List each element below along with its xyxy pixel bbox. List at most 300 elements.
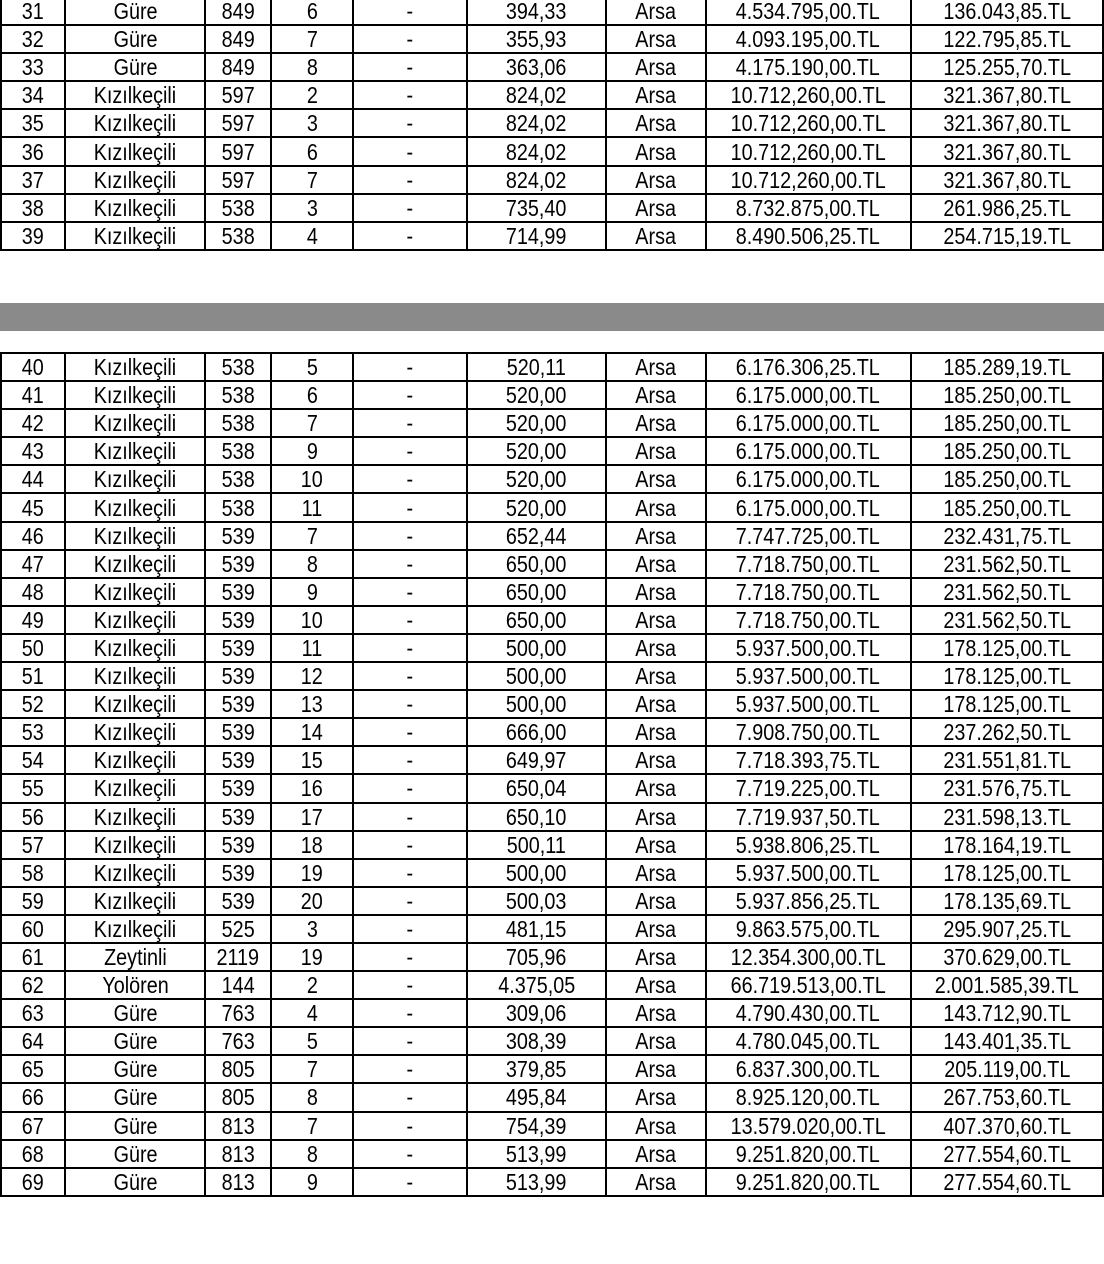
dash-mark: - xyxy=(407,719,414,746)
area-m2-cell xyxy=(467,437,605,465)
property-type-cell xyxy=(606,634,706,662)
property-type: Arsa xyxy=(635,550,676,577)
neighborhood: Kızılkeçili xyxy=(93,410,177,437)
row-number: 67 xyxy=(22,1112,45,1139)
block-number: 539 xyxy=(221,634,255,661)
estimated-value: 5.937.500,00.TL xyxy=(736,663,881,690)
property-type: Arsa xyxy=(635,138,676,165)
parcel-number-cell xyxy=(271,1168,353,1196)
block-number-cell xyxy=(205,774,271,802)
neighborhood: Güre xyxy=(113,1140,158,1167)
neighborhood-cell xyxy=(65,999,205,1027)
property-type-cell xyxy=(606,887,706,915)
area-m2-cell xyxy=(467,522,605,550)
area-m2: 754,39 xyxy=(506,1112,567,1139)
row-number: 60 xyxy=(22,915,45,942)
neighborhood-cell xyxy=(65,166,205,194)
table-row xyxy=(1,606,1103,634)
row-number-cell xyxy=(1,831,65,859)
property-type-cell xyxy=(606,137,706,165)
dash-mark-cell xyxy=(353,606,467,634)
deposit-amount-cell xyxy=(911,81,1103,109)
property-type-cell xyxy=(606,1140,706,1168)
deposit-amount-cell xyxy=(911,943,1103,971)
area-m2: 520,00 xyxy=(506,438,567,465)
table-row xyxy=(1,465,1103,493)
parcel-number: 16 xyxy=(301,775,324,802)
area-m2-cell xyxy=(467,971,605,999)
estimated-value: 12.354.300,00.TL xyxy=(730,944,886,971)
block-number-cell xyxy=(205,1083,271,1111)
property-type-cell xyxy=(606,746,706,774)
deposit-amount: 267.753,60.TL xyxy=(943,1084,1071,1111)
dash-mark-cell xyxy=(353,493,467,521)
parcel-number: 8 xyxy=(306,54,318,81)
table-row xyxy=(1,381,1103,409)
property-type-cell xyxy=(606,606,706,634)
property-type: Arsa xyxy=(635,354,676,381)
dash-mark-cell xyxy=(353,522,467,550)
property-type-cell xyxy=(606,353,706,381)
deposit-amount: 143.401,35.TL xyxy=(943,1028,1071,1055)
property-type-cell xyxy=(606,109,706,137)
estimated-value-cell xyxy=(706,746,911,774)
parcel-number-cell xyxy=(271,1027,353,1055)
dash-mark-cell xyxy=(353,0,467,25)
estimated-value-cell xyxy=(706,859,911,887)
dash-mark-cell xyxy=(353,465,467,493)
parcel-number: 18 xyxy=(301,831,324,858)
parcel-number: 13 xyxy=(301,691,324,718)
block-number-cell xyxy=(205,53,271,81)
property-type: Arsa xyxy=(635,775,676,802)
parcel-number-cell xyxy=(271,137,353,165)
dash-mark-cell xyxy=(353,1083,467,1111)
parcel-number-cell xyxy=(271,1055,353,1083)
property-type: Arsa xyxy=(635,522,676,549)
area-m2-cell xyxy=(467,381,605,409)
estimated-value: 6.175.000,00.TL xyxy=(736,494,881,521)
block-number-cell xyxy=(205,971,271,999)
row-number-cell xyxy=(1,409,65,437)
property-type-cell xyxy=(606,662,706,690)
deposit-amount: 178.125,00.TL xyxy=(943,663,1071,690)
dash-mark: - xyxy=(407,0,414,25)
dash-mark: - xyxy=(407,382,414,409)
block-number: 763 xyxy=(221,1028,255,1055)
deposit-amount: 178.164,19.TL xyxy=(943,831,1071,858)
parcel-number: 6 xyxy=(306,382,318,409)
block-number: 525 xyxy=(221,915,255,942)
parcel-number: 5 xyxy=(306,354,318,381)
estimated-value-cell xyxy=(706,109,911,137)
area-m2: 650,10 xyxy=(506,803,567,830)
deposit-amount-cell xyxy=(911,746,1103,774)
block-number: 805 xyxy=(221,1056,255,1083)
dash-mark-cell xyxy=(353,1112,467,1140)
neighborhood: Güre xyxy=(113,1028,158,1055)
block-number-cell xyxy=(205,437,271,465)
block-number-cell xyxy=(205,1140,271,1168)
block-number-cell xyxy=(205,859,271,887)
neighborhood: Kızılkeçili xyxy=(93,691,177,718)
dash-mark-cell xyxy=(353,25,467,53)
estimated-value-cell xyxy=(706,1083,911,1111)
deposit-amount-cell xyxy=(911,915,1103,943)
row-number: 40 xyxy=(22,354,45,381)
deposit-amount: 232.431,75.TL xyxy=(943,522,1071,549)
deposit-amount: 321.367,80.TL xyxy=(943,110,1071,137)
row-number-cell xyxy=(1,803,65,831)
dash-mark: - xyxy=(407,494,414,521)
dash-mark: - xyxy=(407,82,414,109)
parcel-number-cell xyxy=(271,550,353,578)
block-number: 849 xyxy=(221,0,255,25)
deposit-amount: 185.250,00.TL xyxy=(943,494,1071,521)
area-m2: 650,00 xyxy=(506,550,567,577)
block-number: 538 xyxy=(221,382,255,409)
property-type-cell xyxy=(606,1083,706,1111)
block-number-cell xyxy=(205,887,271,915)
property-type: Arsa xyxy=(635,944,676,971)
property-type: Arsa xyxy=(635,1112,676,1139)
area-m2: 513,99 xyxy=(506,1140,567,1167)
neighborhood: Kızılkeçili xyxy=(93,438,177,465)
estimated-value: 4.790.430,00.TL xyxy=(736,1000,881,1027)
neighborhood-cell xyxy=(65,690,205,718)
row-number: 68 xyxy=(22,1140,45,1167)
dash-mark-cell xyxy=(353,803,467,831)
dash-mark-cell xyxy=(353,166,467,194)
deposit-amount: 237.262,50.TL xyxy=(943,719,1071,746)
row-number-cell xyxy=(1,222,65,250)
dash-mark-cell xyxy=(353,1168,467,1196)
deposit-amount-cell xyxy=(911,493,1103,521)
property-type: Arsa xyxy=(635,1028,676,1055)
row-number: 42 xyxy=(22,410,45,437)
area-m2-cell xyxy=(467,465,605,493)
estimated-value: 7.718.750,00.TL xyxy=(736,578,881,605)
block-number: 538 xyxy=(221,438,255,465)
block-number: 538 xyxy=(221,466,255,493)
deposit-amount: 178.125,00.TL xyxy=(943,859,1071,886)
block-number-cell xyxy=(205,578,271,606)
row-number: 33 xyxy=(22,54,45,81)
dash-mark: - xyxy=(407,1056,414,1083)
area-m2-cell xyxy=(467,493,605,521)
row-number: 31 xyxy=(22,0,45,25)
neighborhood: Kızılkeçili xyxy=(93,747,177,774)
parcel-number: 11 xyxy=(301,494,323,521)
deposit-amount-cell xyxy=(911,831,1103,859)
block-number-cell xyxy=(205,166,271,194)
property-type-cell xyxy=(606,0,706,25)
estimated-value-cell xyxy=(706,194,911,222)
estimated-value-cell xyxy=(706,662,911,690)
block-number-cell xyxy=(205,381,271,409)
neighborhood: Kızılkeçili xyxy=(93,550,177,577)
block-number: 539 xyxy=(221,606,255,633)
neighborhood-cell xyxy=(65,718,205,746)
block-number-cell xyxy=(205,803,271,831)
dash-mark: - xyxy=(407,222,414,249)
dash-mark-cell xyxy=(353,109,467,137)
estimated-value-cell xyxy=(706,1027,911,1055)
estimated-value-cell xyxy=(706,1168,911,1196)
neighborhood-cell xyxy=(65,1168,205,1196)
neighborhood-cell xyxy=(65,634,205,662)
parcel-number-cell xyxy=(271,887,353,915)
parcel-number-cell xyxy=(271,578,353,606)
area-m2: 379,85 xyxy=(506,1056,567,1083)
estimated-value: 4.534.795,00.TL xyxy=(736,0,881,25)
dash-mark: - xyxy=(407,775,414,802)
deposit-amount: 254.715,19.TL xyxy=(943,222,1071,249)
deposit-amount: 178.135,69.TL xyxy=(943,887,1071,914)
deposit-amount-cell xyxy=(911,1168,1103,1196)
property-type-cell xyxy=(606,999,706,1027)
estimated-value-cell xyxy=(706,803,911,831)
parcel-number-cell xyxy=(271,381,353,409)
neighborhood: Kızılkeçili xyxy=(93,138,177,165)
dash-mark: - xyxy=(407,915,414,942)
area-m2: 309,06 xyxy=(506,1000,567,1027)
neighborhood: Kızılkeçili xyxy=(93,522,177,549)
area-m2: 363,06 xyxy=(506,54,567,81)
neighborhood-cell xyxy=(65,550,205,578)
row-number-cell xyxy=(1,999,65,1027)
estimated-value-cell xyxy=(706,578,911,606)
area-m2: 500,11 xyxy=(506,831,566,858)
parcel-number-cell xyxy=(271,81,353,109)
area-m2: 308,39 xyxy=(506,1028,567,1055)
estimated-value: 7.908.750,00.TL xyxy=(736,719,881,746)
block-number: 813 xyxy=(221,1168,255,1195)
deposit-amount-cell xyxy=(911,53,1103,81)
parcel-number-cell xyxy=(271,718,353,746)
parcel-number: 12 xyxy=(301,663,324,690)
parcel-number-cell xyxy=(271,166,353,194)
neighborhood: Güre xyxy=(113,1168,158,1195)
table-row xyxy=(1,662,1103,690)
estimated-value: 10.712,260,00.TL xyxy=(730,166,886,193)
table-row xyxy=(1,0,1103,25)
area-m2: 824,02 xyxy=(506,166,567,193)
row-number-cell xyxy=(1,81,65,109)
dash-mark: - xyxy=(407,1112,414,1139)
estimated-value-cell xyxy=(706,0,911,25)
deposit-amount: 185.250,00.TL xyxy=(943,410,1071,437)
property-type: Arsa xyxy=(635,719,676,746)
property-type: Arsa xyxy=(635,691,676,718)
parcel-number-cell xyxy=(271,222,353,250)
property-type-cell xyxy=(606,25,706,53)
row-number-cell xyxy=(1,137,65,165)
row-number: 69 xyxy=(22,1168,45,1195)
property-type: Arsa xyxy=(635,915,676,942)
block-number-cell xyxy=(205,662,271,690)
parcel-number: 9 xyxy=(306,438,318,465)
property-type-cell xyxy=(606,493,706,521)
parcel-number: 7 xyxy=(306,410,318,437)
table-row xyxy=(1,437,1103,465)
estimated-value: 9.251.820,00.TL xyxy=(736,1168,881,1195)
page-separator-bar xyxy=(0,303,1104,331)
table-row xyxy=(1,887,1103,915)
row-number-cell xyxy=(1,437,65,465)
deposit-amount-cell xyxy=(911,718,1103,746)
parcel-number: 7 xyxy=(306,26,318,53)
block-number-cell xyxy=(205,25,271,53)
area-m2: 520,00 xyxy=(506,410,567,437)
property-type-cell xyxy=(606,718,706,746)
neighborhood-cell xyxy=(65,222,205,250)
neighborhood: Kızılkeçili xyxy=(93,382,177,409)
dash-mark: - xyxy=(407,354,414,381)
row-number: 47 xyxy=(22,550,45,577)
dash-mark: - xyxy=(407,438,414,465)
estimated-value: 6.175.000,00.TL xyxy=(736,438,881,465)
dash-mark-cell xyxy=(353,634,467,662)
parcel-number-cell xyxy=(271,465,353,493)
neighborhood-cell xyxy=(65,53,205,81)
area-m2-cell xyxy=(467,166,605,194)
neighborhood-cell xyxy=(65,971,205,999)
block-number-cell xyxy=(205,137,271,165)
row-number: 63 xyxy=(22,1000,45,1027)
property-type-cell xyxy=(606,437,706,465)
dash-mark-cell xyxy=(353,915,467,943)
deposit-amount: 185.250,00.TL xyxy=(943,382,1071,409)
estimated-value: 4.093.195,00.TL xyxy=(736,26,881,53)
area-m2-cell xyxy=(467,1112,605,1140)
area-m2: 650,00 xyxy=(506,578,567,605)
estimated-value-cell xyxy=(706,887,911,915)
estimated-value-cell xyxy=(706,409,911,437)
estimated-value: 5.937.856,25.TL xyxy=(736,887,881,914)
deposit-amount-cell xyxy=(911,1055,1103,1083)
dash-mark: - xyxy=(407,578,414,605)
neighborhood: Kızılkeçili xyxy=(93,466,177,493)
dash-mark: - xyxy=(407,747,414,774)
neighborhood-cell xyxy=(65,1140,205,1168)
deposit-amount-cell xyxy=(911,774,1103,802)
neighborhood: Yolören xyxy=(101,972,169,999)
estimated-value-cell xyxy=(706,53,911,81)
block-number: 538 xyxy=(221,494,255,521)
table-row xyxy=(1,803,1103,831)
block-number-cell xyxy=(205,1112,271,1140)
neighborhood: Kızılkeçili xyxy=(93,82,177,109)
estimated-value: 6.175.000,00.TL xyxy=(736,382,881,409)
area-m2-cell xyxy=(467,109,605,137)
block-number: 805 xyxy=(221,1084,255,1111)
estimated-value-cell xyxy=(706,943,911,971)
block-number-cell xyxy=(205,915,271,943)
property-type: Arsa xyxy=(635,54,676,81)
area-m2: 394,33 xyxy=(506,0,567,25)
block-number-cell xyxy=(205,606,271,634)
property-type: Arsa xyxy=(635,831,676,858)
area-m2-cell xyxy=(467,859,605,887)
dash-mark: - xyxy=(407,1084,414,1111)
property-type-cell xyxy=(606,831,706,859)
property-type-cell xyxy=(606,915,706,943)
block-number: 813 xyxy=(221,1112,255,1139)
row-number-cell xyxy=(1,943,65,971)
neighborhood-cell xyxy=(65,437,205,465)
property-type-cell xyxy=(606,53,706,81)
area-m2-cell xyxy=(467,915,605,943)
area-m2-cell xyxy=(467,887,605,915)
block-number: 144 xyxy=(221,972,255,999)
block-number: 597 xyxy=(221,166,255,193)
area-m2: 481,15 xyxy=(506,915,567,942)
estimated-value: 5.937.500,00.TL xyxy=(736,691,881,718)
row-number: 57 xyxy=(22,831,45,858)
deposit-amount-cell xyxy=(911,437,1103,465)
property-type-cell xyxy=(606,803,706,831)
property-type: Arsa xyxy=(635,194,676,221)
row-number: 66 xyxy=(22,1084,45,1111)
parcel-number: 3 xyxy=(306,110,318,137)
parcel-number: 7 xyxy=(306,522,318,549)
block-number-cell xyxy=(205,194,271,222)
deposit-amount: 185.289,19.TL xyxy=(943,354,1071,381)
property-type-cell xyxy=(606,81,706,109)
area-m2-cell xyxy=(467,999,605,1027)
property-type: Arsa xyxy=(635,26,676,53)
neighborhood: Güre xyxy=(113,1056,158,1083)
parcel-number: 19 xyxy=(301,944,324,971)
deposit-amount-cell xyxy=(911,859,1103,887)
deposit-amount: 277.554,60.TL xyxy=(943,1168,1071,1195)
dash-mark: - xyxy=(407,887,414,914)
row-number: 50 xyxy=(22,634,45,661)
area-m2: 500,00 xyxy=(506,634,567,661)
dash-mark-cell xyxy=(353,887,467,915)
parcel-number-cell xyxy=(271,409,353,437)
property-type: Arsa xyxy=(635,166,676,193)
row-number: 58 xyxy=(22,859,45,886)
dash-mark-cell xyxy=(353,353,467,381)
parcel-number: 3 xyxy=(306,915,318,942)
area-m2-cell xyxy=(467,1140,605,1168)
area-m2-cell xyxy=(467,803,605,831)
parcel-number: 11 xyxy=(301,634,323,661)
neighborhood: Güre xyxy=(113,1084,158,1111)
area-m2: 650,04 xyxy=(506,775,567,802)
block-number-cell xyxy=(205,109,271,137)
deposit-amount-cell xyxy=(911,578,1103,606)
parcel-number: 7 xyxy=(306,1112,318,1139)
area-m2: 520,00 xyxy=(506,466,567,493)
area-m2-cell xyxy=(467,194,605,222)
property-type: Arsa xyxy=(635,1168,676,1195)
estimated-value: 7.718.750,00.TL xyxy=(736,550,881,577)
estimated-value: 6.837.300,00.TL xyxy=(736,1056,881,1083)
deposit-amount-cell xyxy=(911,1083,1103,1111)
parcel-number-cell xyxy=(271,1083,353,1111)
deposit-amount-cell xyxy=(911,465,1103,493)
parcel-number: 6 xyxy=(306,0,318,25)
neighborhood-cell xyxy=(65,606,205,634)
block-number-cell xyxy=(205,1168,271,1196)
table-row xyxy=(1,1168,1103,1196)
estimated-value-cell xyxy=(706,437,911,465)
deposit-amount-cell xyxy=(911,109,1103,137)
parcel-number-cell xyxy=(271,109,353,137)
